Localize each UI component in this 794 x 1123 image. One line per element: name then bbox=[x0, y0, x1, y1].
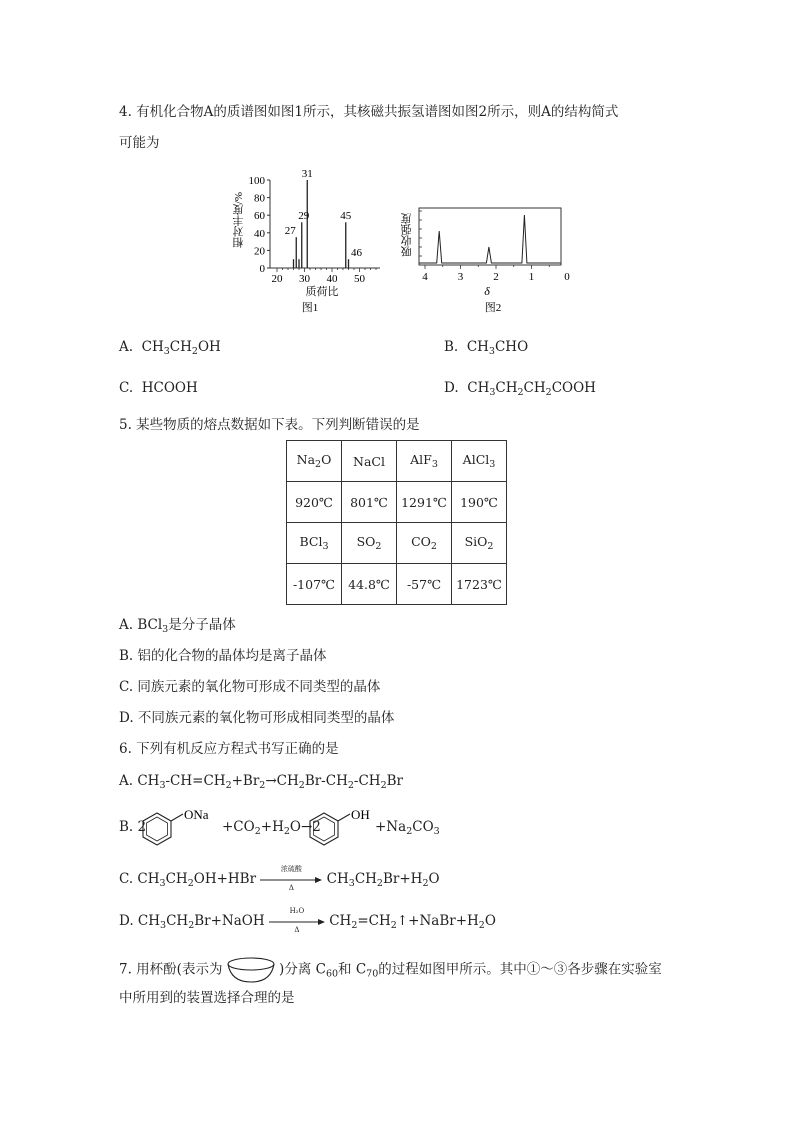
q7-line1: 7. 用杯酚(表示为 )分离 $C_{60}$和 $C_{70}$的过程如图甲所示。其中①～③各步骤在实验室 bbox=[119, 955, 662, 985]
peak-label: 46 bbox=[351, 247, 362, 260]
fig1-caption: 图1 bbox=[301, 302, 319, 314]
q5-option-a[interactable]: A. BCl$_3$是分子晶体 bbox=[119, 617, 236, 635]
fig2-xtick-label: 4 bbox=[422, 271, 428, 283]
calixarene-bowl-icon bbox=[225, 955, 277, 985]
q4-option-d[interactable]: D. $CH_3CH_2CH_2COOH$ bbox=[444, 380, 596, 398]
fig1-xlabel: 质荷比 bbox=[305, 286, 339, 298]
fig1-xtick-label: 20 bbox=[271, 273, 283, 285]
ona-group: ONa bbox=[184, 807, 209, 822]
fig1-ylabel: 相对丰度/% bbox=[233, 191, 245, 249]
benzene-ring-icon bbox=[310, 813, 338, 845]
fig2-ylabel: 吸收强度 bbox=[401, 213, 413, 257]
oh-group: OH bbox=[351, 807, 370, 822]
table-cell: 801℃ bbox=[342, 482, 397, 523]
table-cell: AlF$_3$ bbox=[397, 441, 452, 482]
q6-option-d[interactable]: D. $CH_3CH_2Br+NaOH$ H₂O Δ $CH_2=CH_2↑+NaBr+H_2O$ bbox=[119, 906, 496, 934]
table-cell: $CO_2$ bbox=[397, 523, 452, 564]
peak-label: 45 bbox=[340, 210, 352, 223]
table-cell: 44.8℃ bbox=[342, 564, 397, 605]
nmr-trace bbox=[419, 215, 561, 263]
table-row bbox=[287, 523, 507, 564]
q5-stem: 5. 某些物质的熔点数据如下表。下列判断错误的是 bbox=[119, 417, 420, 433]
q5-option-c[interactable]: C. 同族元素的氧化物可形成不同类型的晶体 bbox=[119, 679, 381, 695]
arrow-condition-above: 浓硫酸 bbox=[280, 864, 302, 873]
table-cell: -57℃ bbox=[397, 564, 452, 605]
q7-line2: 中所用到的装置选择合理的是 bbox=[119, 990, 295, 1006]
q4-option-c[interactable]: C. HCOOH bbox=[119, 380, 198, 396]
q4-option-a[interactable]: A. $CH_3CH_2OH$ bbox=[119, 339, 221, 357]
table-cell: $Na_2O$ bbox=[287, 441, 342, 482]
fig2-xtick-label: 0 bbox=[564, 271, 570, 283]
q6-option-c[interactable]: C. $CH_3CH_2OH+HBr$ 浓硫酸 Δ $CH_3CH_2Br+H_2O$ bbox=[119, 864, 440, 892]
reaction-arrow bbox=[269, 906, 325, 934]
q5-option-b[interactable]: B. 铝的化合物的晶体均是离子晶体 bbox=[119, 648, 327, 664]
table-cell: SiO$_2$ bbox=[452, 523, 507, 564]
arrow-condition-below: Δ bbox=[294, 925, 300, 934]
fig2-xtick-label: 2 bbox=[493, 271, 499, 283]
table-cell: AlCl$_3$ bbox=[452, 441, 507, 482]
benzene-ring-icon bbox=[143, 813, 171, 845]
phenoxide-structure bbox=[133, 800, 223, 850]
peak-label: 31 bbox=[301, 168, 313, 180]
q6-option-b-label[interactable]: B. 2 bbox=[119, 819, 147, 835]
table-row bbox=[287, 482, 507, 523]
table-cell: 190℃ bbox=[452, 482, 507, 523]
fig1-ytick-label: 40 bbox=[254, 227, 265, 240]
q6-option-b-mid: $+CO_2+H_2O\to 2$ bbox=[222, 819, 321, 837]
table-cell: $SO_2$ bbox=[342, 523, 397, 564]
fig1-xtick-label: 30 bbox=[299, 273, 310, 285]
fig1-ytick-label: 80 bbox=[254, 192, 265, 205]
fig1-ytick-label: 60 bbox=[254, 210, 265, 223]
table-cell: 1291℃ bbox=[397, 482, 452, 523]
q5-option-d[interactable]: D. 不同族元素的氧化物可形成相同类型的晶体 bbox=[119, 710, 395, 726]
fig2-xlabel: δ bbox=[484, 284, 490, 298]
q6-option-b-end: $+Na_2CO_3$ bbox=[375, 819, 440, 837]
fig1-ytick-label: 100 bbox=[248, 175, 265, 187]
fig1-ytick-label: 0 bbox=[259, 263, 265, 275]
phenol-structure bbox=[300, 800, 380, 850]
table-row bbox=[287, 564, 507, 605]
peak-label: 27 bbox=[284, 225, 296, 238]
fig2-caption: 图2 bbox=[484, 302, 502, 314]
q6-stem: 6. 下列有机反应方程式书写正确的是 bbox=[119, 741, 339, 757]
q4-stem-line2: 可能为 bbox=[119, 135, 160, 151]
fig1-xtick-label: 40 bbox=[326, 273, 338, 285]
fig2-xtick-label: 3 bbox=[457, 271, 464, 283]
table-cell: 1723℃ bbox=[452, 564, 507, 605]
q4-stem-line1: 4. 有机化合物A的质谱图如图1所示，其核磁共振氢谱图如图2所示，则A的结构简式 bbox=[119, 104, 619, 120]
peak-label: 29 bbox=[298, 210, 310, 223]
mass-spectrum-chart bbox=[225, 165, 390, 315]
table-cell: -107℃ bbox=[287, 564, 342, 605]
melting-point-table bbox=[286, 440, 507, 605]
table-cell: 920℃ bbox=[287, 482, 342, 523]
table-row bbox=[287, 441, 507, 482]
arrow-condition-below: Δ bbox=[288, 883, 294, 892]
q4-option-b[interactable]: B. $CH_3CHO$ bbox=[444, 339, 529, 357]
fig1-xtick-label: 50 bbox=[354, 273, 365, 285]
nmr-chart bbox=[395, 200, 575, 315]
reaction-arrow bbox=[260, 864, 322, 892]
fig1-ytick-label: 20 bbox=[254, 245, 265, 258]
arrow-condition-above: H₂O bbox=[289, 906, 305, 915]
fig2-xtick-label: 1 bbox=[528, 271, 535, 283]
q6-option-a[interactable]: A. $CH_3-CH=CH_2+Br_2\to CH_2Br-CH_2-CH_2Br$ bbox=[119, 773, 403, 791]
table-cell: BCl$_3$ bbox=[287, 523, 342, 564]
table-cell: NaCl bbox=[342, 441, 397, 482]
